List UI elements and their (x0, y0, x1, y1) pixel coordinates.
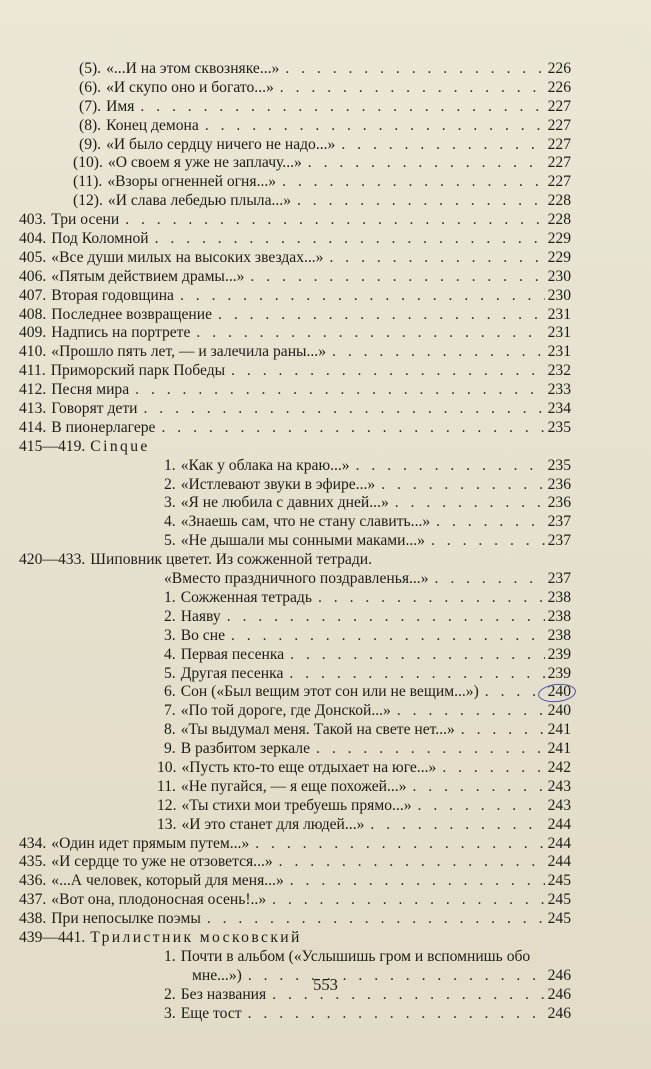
dot-leader (302, 154, 545, 173)
toc-entry-page: 233 (547, 381, 571, 399)
toc-entry-page: 244 (547, 853, 571, 871)
toc-entry (19, 98, 571, 117)
page-number: 553 (313, 975, 338, 994)
toc-entry-title: «Как у облака на краю...» (180, 456, 350, 474)
toc-entry-number: 435. (19, 853, 47, 871)
toc-entry (19, 268, 571, 287)
toc-entry-number: (12). (73, 192, 103, 210)
toc-entry-title: Надпись на портрете (51, 324, 191, 342)
toc-entry-page: 234 (547, 400, 571, 418)
dot-leader (279, 60, 545, 79)
dot-leader (273, 853, 545, 872)
toc-entry-page: 227 (547, 116, 571, 134)
dot-leader (242, 1005, 545, 1024)
dot-leader (283, 665, 545, 684)
toc-entry-number: (5). (79, 60, 102, 77)
toc-entry-number: 438. (19, 910, 47, 928)
toc-entry-title: Вторая годовщина (51, 286, 174, 304)
toc-entry-number: 5. (164, 532, 176, 550)
toc-entry (19, 891, 571, 910)
dot-leader (201, 910, 545, 929)
dot-leader (276, 173, 545, 192)
toc-entry (19, 589, 571, 608)
toc-entry-page: 245 (547, 872, 571, 890)
dot-leader (407, 778, 546, 797)
toc-entry-number: 3. (164, 494, 176, 512)
toc-entry-title: «Истлевают звуки в эфире...» (180, 475, 376, 493)
toc-entry-number: 2. (164, 475, 176, 493)
toc-entry-page: 245 (547, 891, 571, 909)
toc-entry-page: 232 (547, 362, 571, 380)
toc-entry-page: 227 (547, 154, 571, 172)
toc-entry-title: «Я не любила с давних дней...» (180, 494, 389, 512)
toc-entry (19, 438, 571, 457)
toc-entry-page: 235 (547, 418, 571, 436)
toc-entry-number: 406. (19, 267, 47, 285)
toc-entry-number: 409. (19, 324, 47, 342)
toc-entry-title: «И сердце то уже не отзовется...» (51, 853, 273, 871)
dot-leader (266, 891, 545, 910)
dot-leader (364, 816, 545, 835)
toc-entry (19, 287, 571, 306)
toc-entry-page: 240 (547, 702, 571, 720)
toc-entry-page: 246 (547, 985, 571, 1003)
toc-entry-title: В разбитом зеркале (180, 740, 311, 758)
toc-entry-number: 10. (157, 758, 177, 776)
toc-entry-page: 236 (547, 494, 571, 512)
toc-entry-title: «Пусть кто-то еще отдыхает на юге...» (181, 758, 437, 776)
toc-entry-page: 244 (547, 834, 571, 852)
toc-entry-page: 242 (547, 758, 571, 776)
toc-entry-title: Под Коломной (51, 230, 149, 248)
dot-leader (389, 494, 545, 513)
toc-entry (19, 835, 571, 854)
toc-entry-number: (10). (73, 154, 103, 172)
toc-entry-title: Конец демона (106, 116, 199, 134)
toc-entry-title: «О своем я уже не заплачу...» (107, 154, 302, 172)
toc-entry-number: 1. (164, 588, 176, 606)
toc-entry-title: Наяву (180, 607, 221, 625)
toc-entry-title: Почти в альбом («Услышишь гром и вспомнишь обо (180, 947, 531, 965)
toc-entry (19, 721, 571, 740)
toc-entry-page: 226 (547, 60, 571, 77)
toc-entry-page: 231 (547, 324, 571, 342)
toc-entry (19, 457, 571, 476)
toc-entry-number: (9). (79, 135, 102, 153)
toc-entry (19, 929, 571, 948)
toc-entry (19, 551, 571, 570)
toc-entry-number: 415—419. (19, 437, 86, 455)
dot-leader (119, 211, 545, 230)
toc-entry-page: 228 (547, 192, 571, 210)
dot-leader (312, 589, 545, 608)
toc-entry-page: 236 (547, 475, 571, 493)
toc-entry-title: «...И на этом сквозняке...» (106, 60, 280, 77)
dot-leader (375, 476, 545, 495)
toc-entry-number: 410. (19, 343, 47, 361)
toc-entry-number: 412. (19, 381, 47, 399)
dot-leader (199, 117, 545, 136)
toc-entry-number: 9. (164, 740, 176, 758)
toc-entry-title: «И скупо оно и богато...» (106, 78, 274, 96)
toc-entry (19, 797, 571, 816)
toc-entry (19, 476, 571, 495)
toc-entry-title: «Ты выдумал меня. Такой на свете нет...» (180, 721, 455, 739)
dot-leader (212, 306, 545, 325)
toc-entry (19, 173, 571, 192)
toc-entry (19, 494, 571, 513)
dot-leader (350, 457, 545, 476)
toc-entry-page: 237 (547, 570, 571, 588)
toc-entry-number: 13. (157, 815, 177, 833)
toc-entry-number: 434. (19, 834, 47, 852)
toc-entry-title: При непосылке поэмы (51, 910, 201, 928)
toc-entry-number: 408. (19, 305, 47, 323)
toc-entry-page: 238 (547, 588, 571, 606)
toc-entry-title: «...А человек, который для меня...» (51, 872, 284, 890)
dot-leader (412, 797, 545, 816)
toc-entry-number: (8). (79, 116, 102, 134)
toc-entry (19, 230, 571, 249)
toc-entry-number: 2. (164, 985, 176, 1003)
toc-entry-title: В пионерлагере (51, 418, 156, 436)
toc-entry-number: 3. (164, 626, 176, 644)
toc-entry (19, 343, 571, 362)
toc-entry-title: «Не дышали мы сонными маками...» (180, 532, 425, 550)
toc-entry-page: 229 (547, 248, 571, 266)
toc-entry-page: 243 (547, 777, 571, 795)
toc-entry (19, 1005, 571, 1024)
toc-entry (19, 759, 571, 778)
toc-entry-number: 2. (164, 607, 176, 625)
dot-leader (129, 381, 545, 400)
toc-entry (19, 608, 571, 627)
toc-entry-page: 246 (547, 1004, 571, 1022)
toc-entry-title: Имя (106, 97, 135, 115)
toc-entry-page: 239 (547, 664, 571, 682)
toc-entry-page: 241 (547, 721, 571, 739)
toc-entry-number: 4. (164, 513, 176, 531)
toc-entry-number: (6). (79, 78, 102, 96)
toc-entry-number: 407. (19, 286, 47, 304)
dot-leader (455, 721, 545, 740)
dot-leader (430, 513, 545, 532)
toc-entry-number: 6. (164, 683, 176, 701)
dot-leader (425, 532, 545, 551)
toc-entry-number: 405. (19, 248, 47, 266)
toc-entry (19, 362, 571, 381)
toc-entry-title: Приморский парк Победы (50, 362, 226, 380)
toc-entry-title: Последнее возвращение (51, 305, 213, 323)
toc-entry-page: 230 (547, 286, 571, 304)
toc-entry (19, 400, 571, 419)
toc-entry-page: 226 (547, 78, 571, 96)
toc-entry-title: «Пятым действием драмы...» (51, 267, 245, 285)
toc-entry-title: Песня мира (51, 381, 130, 399)
toc-entry-page: 227 (547, 135, 571, 153)
toc-entry-number: (7). (79, 97, 102, 115)
toc-entry-page: 227 (547, 173, 571, 191)
dot-leader (225, 627, 545, 646)
toc-entry (19, 778, 571, 797)
toc-entry-page: 238 (547, 607, 571, 625)
toc-entry-title: Сожженная тетрадь (180, 588, 312, 606)
toc-entry (19, 816, 571, 835)
toc-entry-number: 403. (19, 211, 47, 229)
toc-entry-page: 229 (547, 230, 571, 248)
dot-leader (149, 230, 545, 249)
toc-entry-title: Сон («Был вещим этот сон или не вещим...») (180, 683, 479, 701)
toc-entry-page: 227 (547, 97, 571, 115)
toc-entry (19, 665, 571, 684)
toc-entry (19, 249, 571, 268)
toc-entry-title: Во сне (180, 626, 225, 644)
toc-entry (19, 702, 571, 721)
toc-entry (19, 60, 571, 79)
toc-entry-number: 404. (19, 230, 47, 248)
dot-leader (274, 79, 545, 98)
toc-entry-page: 237 (547, 513, 571, 531)
toc-entry (19, 306, 571, 325)
toc-entry-page: 235 (547, 456, 571, 474)
dot-leader (244, 268, 545, 287)
dot-leader (284, 646, 545, 665)
toc-entry-title: Cinque (90, 437, 150, 455)
toc-entry (19, 381, 571, 400)
toc-entry-title: «Все души милых на высоких звездах...» (51, 248, 324, 266)
toc-entry (19, 532, 571, 551)
toc-entry (19, 646, 571, 665)
toc-entry-number: 1. (164, 947, 176, 965)
toc-entry-title: «Прошло пять лет, — и залечила раны...» (51, 343, 327, 361)
dot-leader (174, 287, 545, 306)
toc-entry (19, 853, 571, 872)
toc-entry-title: Шиповник цветет. Из сожженной тетради. (90, 551, 373, 569)
toc-entry (19, 117, 571, 136)
toc-entry (19, 419, 571, 438)
dot-leader (249, 835, 545, 854)
toc-entry-title: «Не пугайся, — я еще похожей...» (180, 777, 407, 795)
toc-entry-title: «И это станет для людей...» (181, 815, 365, 833)
toc-entry (19, 154, 571, 173)
toc-entry (19, 740, 571, 759)
toc-entry (19, 910, 571, 929)
toc-entry (19, 136, 571, 155)
dot-leader (138, 400, 546, 419)
toc-entry (19, 872, 571, 891)
dot-leader (155, 419, 545, 438)
toc-entry-title: «Один идет прямым путем...» (51, 834, 250, 852)
toc-entry-title: Еще тост (180, 1004, 242, 1022)
toc-entry-title: «Знаешь сам, что не стану славить...» (180, 513, 431, 531)
toc-entry-number: 7. (164, 702, 176, 720)
toc-entry-number: 4. (164, 645, 176, 663)
toc-entry-title: «Взоры огненней огня...» (107, 173, 277, 191)
dot-leader (291, 192, 545, 211)
toc-entry-page: 230 (547, 267, 571, 285)
toc-entry-title: «Вместо праздничного поздравленья...» (164, 570, 429, 588)
dot-leader (221, 608, 545, 627)
toc-entry-page: 239 (547, 645, 571, 663)
table-of-contents (19, 60, 571, 1023)
toc-entry-number: 1. (164, 456, 176, 474)
dot-leader (335, 136, 545, 155)
toc-entry-number: 437. (19, 891, 47, 909)
toc-entry-number: 420—433. (19, 551, 86, 569)
toc-entry (19, 324, 571, 343)
toc-entry-number: 414. (19, 418, 47, 436)
dot-leader (323, 249, 545, 268)
dot-leader (326, 343, 545, 362)
toc-entry-page: 244 (547, 815, 571, 833)
toc-entry-title: «Вот она, плодоносная осень!..» (51, 891, 267, 909)
dot-leader (310, 740, 545, 759)
toc-entry (19, 79, 571, 98)
toc-entry-title: «Ты стихи мои требуешь прямо...» (181, 796, 412, 814)
toc-entry (19, 948, 571, 967)
dot-leader (429, 570, 545, 589)
dot-leader (134, 98, 545, 117)
toc-entry-number: 436. (19, 872, 47, 890)
toc-entry-number: 3. (164, 1004, 176, 1022)
toc-entry-number: 439—441. (19, 928, 86, 946)
toc-entry-page: 238 (547, 626, 571, 644)
toc-entry-page: 231 (547, 343, 571, 361)
toc-entry-title: Первая песенка (180, 645, 285, 663)
toc-entry (19, 211, 571, 230)
toc-entry-number: 11. (157, 777, 176, 795)
toc-entry (19, 683, 571, 702)
dot-leader (225, 362, 545, 381)
toc-entry-title: «И было сердцу ничего не надо...» (106, 135, 336, 153)
toc-entry-title: Другая песенка (180, 664, 284, 682)
dot-leader (436, 759, 545, 778)
toc-entry-number: 8. (164, 721, 176, 739)
toc-entry-title: «По той дороге, где Донской...» (180, 702, 391, 720)
toc-entry (19, 627, 571, 646)
toc-entry-title: Говорят дети (51, 400, 138, 418)
toc-entry-title: Трилистник московский (90, 928, 302, 946)
toc-entry-number: 411. (19, 362, 46, 380)
toc-entry-page: 243 (547, 796, 571, 814)
toc-entry-title: Без названия (180, 985, 267, 1003)
toc-entry-page: 237 (547, 532, 571, 550)
toc-entry-title: мне...») (192, 966, 242, 984)
toc-entry-number: 12. (157, 796, 177, 814)
toc-entry (19, 513, 571, 532)
toc-entry-page: 228 (547, 211, 571, 229)
toc-entry-number: (11). (73, 173, 103, 191)
dot-leader (284, 872, 545, 891)
toc-entry-number: 413. (19, 400, 47, 418)
dot-leader (391, 702, 545, 721)
toc-entry (19, 570, 571, 589)
toc-entry-page: 246 (547, 966, 571, 984)
toc-entry-title: «И слава лебедью плыла...» (107, 192, 291, 210)
toc-entry-title: Три осени (51, 211, 120, 229)
toc-entry-page: 241 (547, 740, 571, 758)
toc-entry (19, 192, 571, 211)
dot-leader (479, 683, 545, 702)
toc-entry-page: 240 (545, 683, 571, 702)
toc-entry-number: 5. (164, 664, 176, 682)
dot-leader (190, 324, 545, 343)
toc-entry-page: 231 (547, 305, 571, 323)
toc-entry-page: 245 (547, 910, 571, 928)
